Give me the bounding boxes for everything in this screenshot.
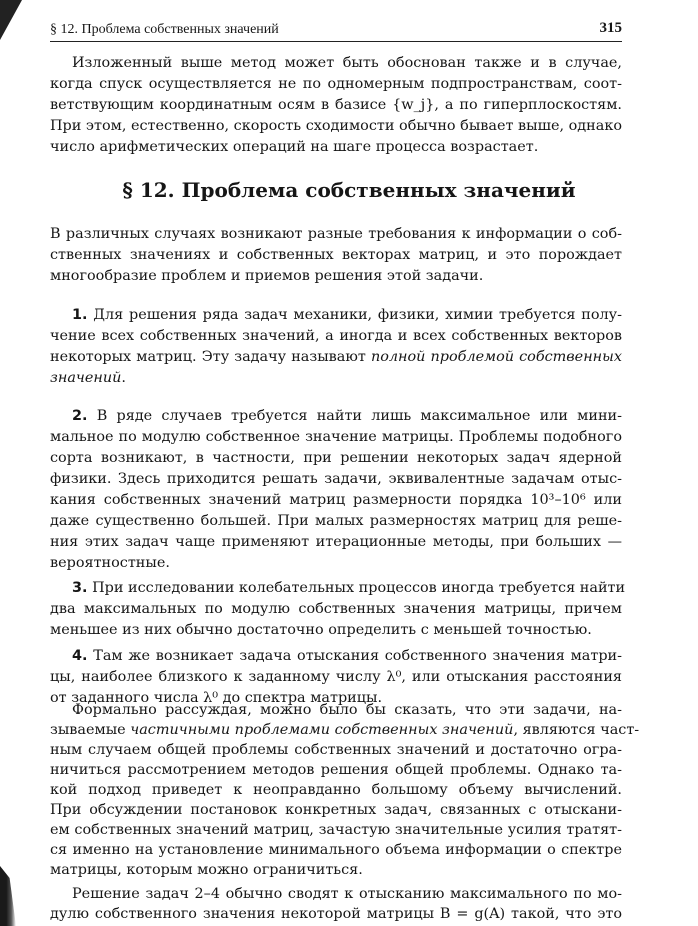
text-span: зываемые	[50, 722, 131, 738]
text-line: ственных значениях и собственных векторах матриц, и это порождает	[50, 247, 622, 263]
text-line: два максимальных по модулю собственных значения матрицы, причем	[50, 601, 622, 617]
text-line: матрицы, которым можно ограничиться.	[50, 862, 363, 878]
text-line	[50, 347, 622, 367]
text-span: некоторых матриц. Эту задачу называют	[50, 349, 371, 365]
text-line: чение всех собственных значений, а иногда и всех собственных векторов	[50, 328, 622, 344]
text-line: физики. Здесь приходится решать задачи, эквивалентные задачам отыс-	[50, 471, 622, 487]
text-line: меньшее из них обычно достаточно определить с меньшей точностью.	[50, 622, 592, 638]
text-line: от заданного числа λ⁰ до спектра матрицы.	[50, 690, 383, 706]
item-number: 4.	[72, 648, 88, 664]
emphasis: значений	[50, 370, 122, 386]
text-span: Там же возникает задача отыскания собственного значения матри-	[93, 648, 622, 664]
text-line: даже существенно большей. При малых размерностях матриц для реше-	[50, 513, 622, 529]
item-number: 1.	[72, 307, 88, 323]
text-line: кой подход приведет к неоправданно большому объему вычислений.	[50, 782, 622, 798]
text-span: Для решения ряда задач механики, физики, химии требуется полу-	[93, 307, 622, 323]
text-line: При обсуждении постановок конкретных задач, связанных с отыскани-	[50, 802, 622, 818]
text-line: ся именно на установление минимального объема информации о спектре	[50, 842, 622, 858]
page-number: 315	[599, 20, 622, 36]
text-line: Формально рассуждая, можно было бы сказать, что эти задачи, на-	[72, 702, 622, 718]
scan-corner-shadow	[0, 0, 22, 40]
text-span: При исследовании колебательных процессов иногда требуется найти	[92, 580, 626, 596]
emphasis: частичными проблемами собственных значений	[130, 722, 514, 738]
text-line: Решение задач 2–4 обычно сводят к отысканию максимального по мо-	[72, 886, 622, 902]
text-line: число арифметических операций на шаге процесса возрастает.	[50, 139, 539, 155]
text-line	[50, 368, 622, 388]
text-line: дулю собственного значения некоторой матрицы B = g(A) такой, что это	[50, 906, 622, 922]
text-span: , являются част-	[513, 722, 640, 738]
text-line: сорта возникают, в частности, при решении некоторых задач ядерной	[50, 450, 622, 466]
text-line: ветствующим координатным осям в базисе {w_j}, а по гиперплоскостям.	[50, 97, 622, 113]
text-line: При этом, естественно, скорость сходимости обычно бывает выше, однако	[50, 118, 622, 134]
text-line	[72, 646, 622, 666]
text-line: кания собственных значений матриц размерности порядка 10³–10⁶ или	[50, 492, 622, 508]
text-line: мальное по модулю собственное значение матрицы. Проблемы подобного	[50, 429, 622, 445]
running-header	[50, 21, 622, 42]
text-line: когда спуск осуществляется не по одномерным подпространствам, соот-	[50, 76, 622, 92]
text-line: ным случаем общей проблемы собственных значений и достаточно огра-	[50, 742, 622, 758]
text-line: цы, наиболее близкого к заданному числу λ⁰, или отыскания расстояния	[50, 669, 622, 685]
text-line	[72, 578, 626, 598]
section-heading: § 12. Проблема собственных значений	[122, 178, 576, 202]
text-line: ем собственных значений матриц, зачастую значительные усилия тратят-	[50, 822, 622, 838]
text-line: многообразие проблем и приемов решения этой задачи.	[50, 268, 484, 284]
item-number: 3.	[72, 580, 88, 596]
text-line: Изложенный выше метод может быть обоснован также и в случае,	[72, 55, 622, 71]
text-line: ния этих задач чаще применяют итерационные методы, при больших —	[50, 534, 622, 550]
scan-edge-shadow	[0, 866, 16, 926]
text-span: .	[121, 370, 126, 386]
text-span: В ряде случаев требуется найти лишь максимальное или мини-	[96, 408, 622, 424]
text-line	[72, 305, 622, 325]
text-line	[72, 406, 622, 426]
text-line: В различных случаях возникают разные требования к информации о соб-	[50, 226, 622, 242]
running-header-title: § 12. Проблема собственных значений	[50, 22, 279, 37]
emphasis: полной проблемой собственных	[370, 349, 622, 365]
text-line: вероятностные.	[50, 555, 170, 571]
item-number: 2.	[72, 408, 88, 424]
text-line	[50, 720, 640, 740]
text-line: ничиться рассмотрением методов решения общей проблемы. Однако та-	[50, 762, 622, 778]
